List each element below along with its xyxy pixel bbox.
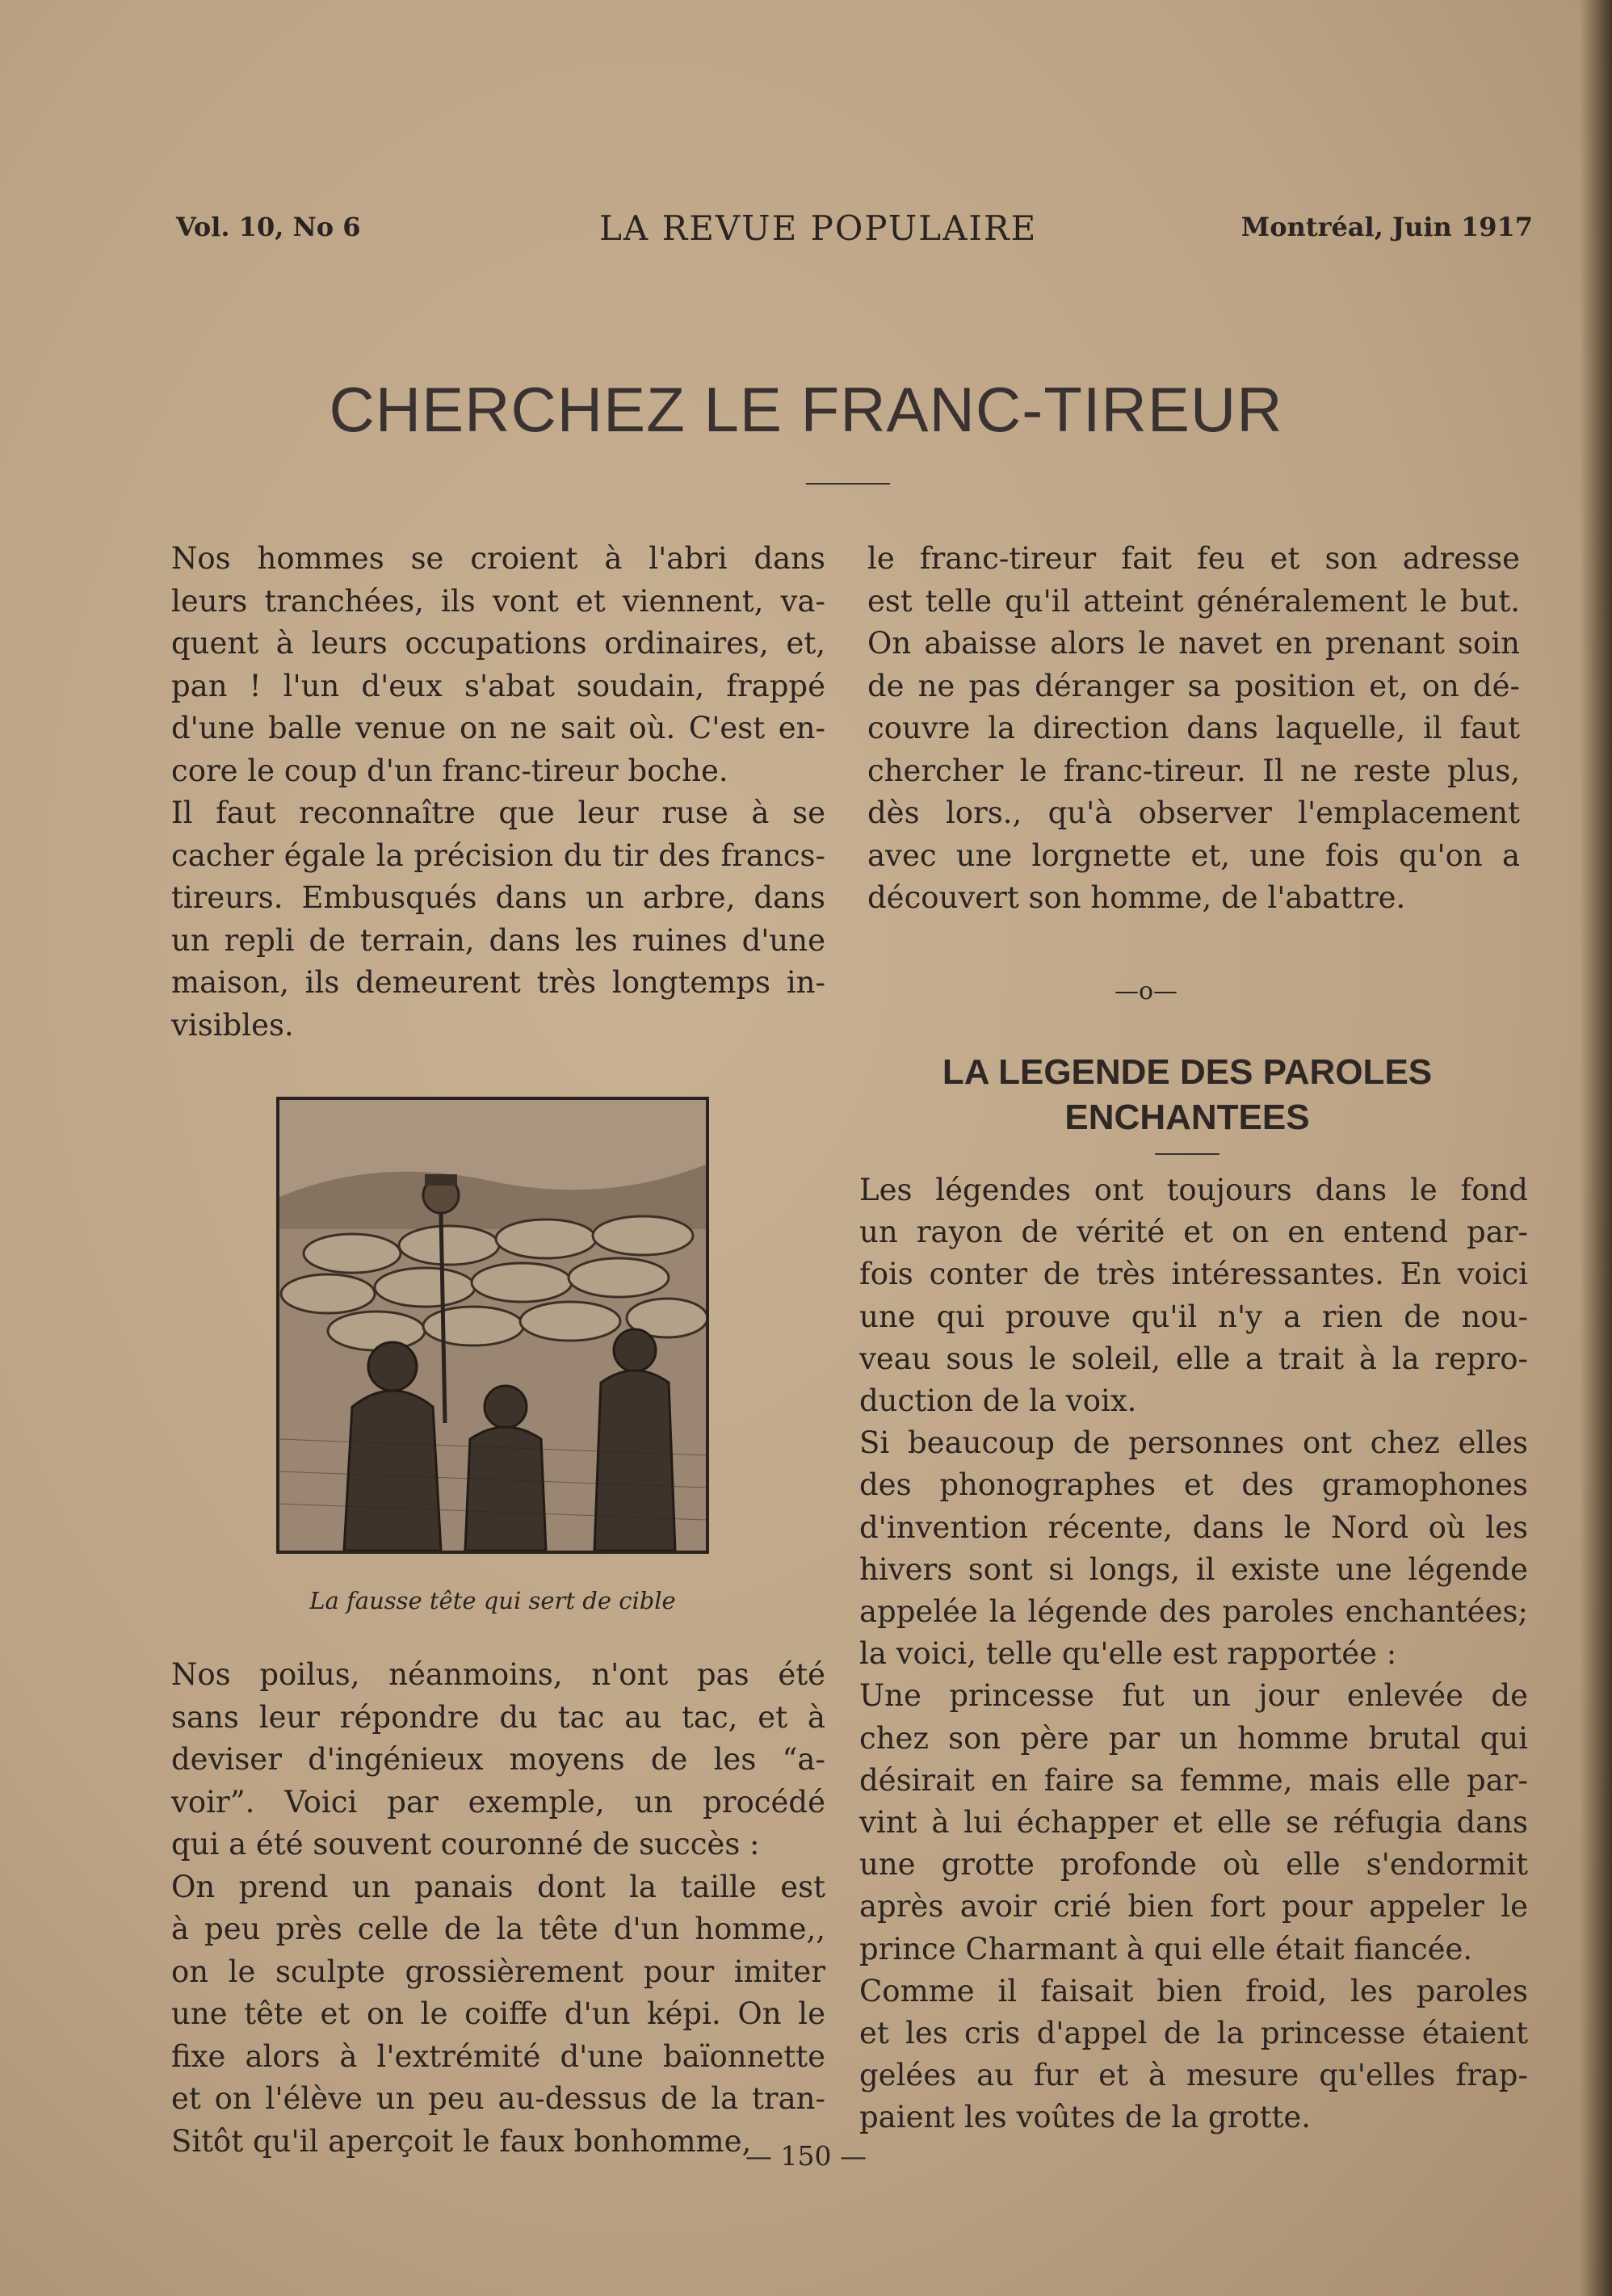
section-ornament: —o— (1115, 977, 1178, 1005)
text-line: fois conter de très intéressantes. En voici (859, 1257, 1528, 1292)
text-line: chez son père par un homme brutal qui (859, 1720, 1528, 1756)
trench-illustration-icon (279, 1100, 706, 1551)
text-line: d'une balle venue on ne sait où. C'est en- (171, 711, 825, 745)
text-line: Une princesse fut un jour enlevée de (859, 1678, 1528, 1714)
article1-column2 (867, 538, 1520, 920)
text-line: couvre la direction dans laquelle, il faut (867, 711, 1520, 745)
text-line: découvert son homme, de l'abattre. (867, 880, 1406, 915)
article2-title-line2: ENCHANTEES (1064, 1098, 1310, 1137)
text-line: qui a été souvent couronné de succès : (171, 1827, 760, 1862)
text-line: fixe alors à l'extrémité d'une baïonnette (171, 2038, 825, 2074)
text-line: des phonographes et des gramophones (859, 1467, 1528, 1503)
text-line: veau sous le soleil, elle a trait à la repro- (859, 1341, 1528, 1376)
article1-column1-lower (171, 1654, 825, 2163)
publication-name: LA REVUE POPULAIRE (599, 208, 1038, 248)
text-line: Il faut reconnaître que leur ruse à se (171, 795, 825, 830)
text-line: de ne pas déranger sa position et, on dé- (867, 668, 1520, 703)
text-line: On abaisse alors le navet en prenant soin (867, 626, 1520, 661)
text-line: une tête et on le coiffe d'un képi. On le (171, 1996, 825, 2031)
text-line: sans leur répondre du tac au tac, et à (171, 1699, 825, 1735)
text-line: On prend un panais dont la taille est (171, 1869, 825, 1904)
text-line: à peu près celle de la tête d'un homme,, (171, 1912, 825, 1946)
text-line: une grotte profonde où elle s'endormit (859, 1847, 1528, 1883)
text-line: vint à lui échapper et elle se réfugia dans (859, 1805, 1528, 1841)
text-line: après avoir crié bien fort pour appeler le (859, 1889, 1528, 1925)
page-number: — 150 — (745, 2140, 867, 2172)
text-line: hivers sont si longs, il existe une légende (859, 1551, 1528, 1587)
issue-date: Montréal, Juin 1917 (1240, 212, 1533, 242)
text-line: appelée la légende des paroles enchantées; (859, 1594, 1528, 1630)
article2-title-line1: LA LEGENDE DES PAROLES (942, 1052, 1433, 1092)
text-line: Nos poilus, néanmoins, n'ont pas été (171, 1657, 825, 1692)
text-line: gelées au fur et à mesure qu'elles frap- (859, 2058, 1528, 2093)
text-line: tireurs. Embusqués dans un arbre, dans (171, 880, 825, 915)
figure-trench-illustration (276, 1097, 709, 1554)
text-line: duction de la voix. (859, 1383, 1137, 1419)
text-line: quent à leurs occupations ordinaires, et, (171, 626, 825, 661)
volume-number: Vol. 10, No 6 (176, 212, 361, 242)
text-line: leurs tranchées, ils vont et viennent, va- (171, 583, 825, 619)
article2-body (859, 1169, 1528, 2139)
text-line: un rayon de vérité et on en entend par- (859, 1215, 1528, 1250)
text-line: Nos hommes se croient à l'abri dans (171, 541, 825, 576)
text-line: Si beaucoup de personnes ont chez elles (859, 1425, 1528, 1461)
text-line: cacher égale la précision du tir des francs- (171, 837, 825, 873)
text-line: le franc-tireur fait feu et son adresse (867, 541, 1520, 576)
text-line: paient les voûtes de la grotte. (859, 2100, 1311, 2135)
text-line: prince Charmant à qui elle était fiancée. (859, 1931, 1473, 1967)
text-line: deviser d'ingénieux moyens de les “a- (171, 1742, 825, 1777)
text-line: chercher le franc-tireur. Il ne reste plus, (867, 753, 1520, 788)
page-edge (1580, 0, 1612, 2296)
text-line: et les cris d'appel de la princesse étaient (859, 2016, 1528, 2051)
figure-caption: La fausse tête qui sert de cible (309, 1587, 676, 1614)
text-line: Les légendes ont toujours dans le fond (859, 1173, 1528, 1207)
text-line: et on l'élève un peu au-dessus de la tran- (171, 2081, 825, 2116)
text-line: d'invention récente, dans le Nord où les (859, 1509, 1528, 1545)
text-line: visibles. (171, 1007, 294, 1043)
text-line: une qui prouve qu'il n'y a rien de nou- (859, 1299, 1528, 1334)
text-line: dès lors., qu'à observer l'emplacement (867, 795, 1520, 830)
text-line: voir”. Voici par exemple, un procédé (171, 1784, 825, 1820)
text-line: Comme il faisait bien froid, les paroles (859, 1973, 1528, 2008)
running-header (176, 208, 1533, 252)
article2-title (840, 1050, 1534, 1140)
text-line: est telle qu'il atteint généralement le but. (867, 583, 1520, 619)
article1-column1-upper (171, 538, 825, 1047)
text-line: maison, ils demeurent très longtemps in- (171, 965, 825, 1000)
text-line: Sitôt qu'il aperçoit le faux bonhomme, (171, 2123, 752, 2159)
text-line: un repli de terrain, dans les ruines d'une (171, 922, 825, 958)
article-title: CHERCHEZ LE FRANC-TIREUR (329, 374, 1283, 445)
article2-title-rule (1155, 1153, 1219, 1155)
text-line: pan ! l'un d'eux s'abat soudain, frappé (171, 668, 825, 703)
text-line: désirait en faire sa femme, mais elle par- (859, 1762, 1528, 1798)
text-line: on le sculpte grossièrement pour imiter (171, 1954, 825, 1989)
text-line: core le coup d'un franc-tireur boche. (171, 753, 728, 788)
text-line: avec une lorgnette et, une fois qu'on a (867, 837, 1520, 873)
text-line: la voici, telle qu'elle est rapportée : (859, 1636, 1397, 1672)
title-rule (806, 483, 890, 485)
